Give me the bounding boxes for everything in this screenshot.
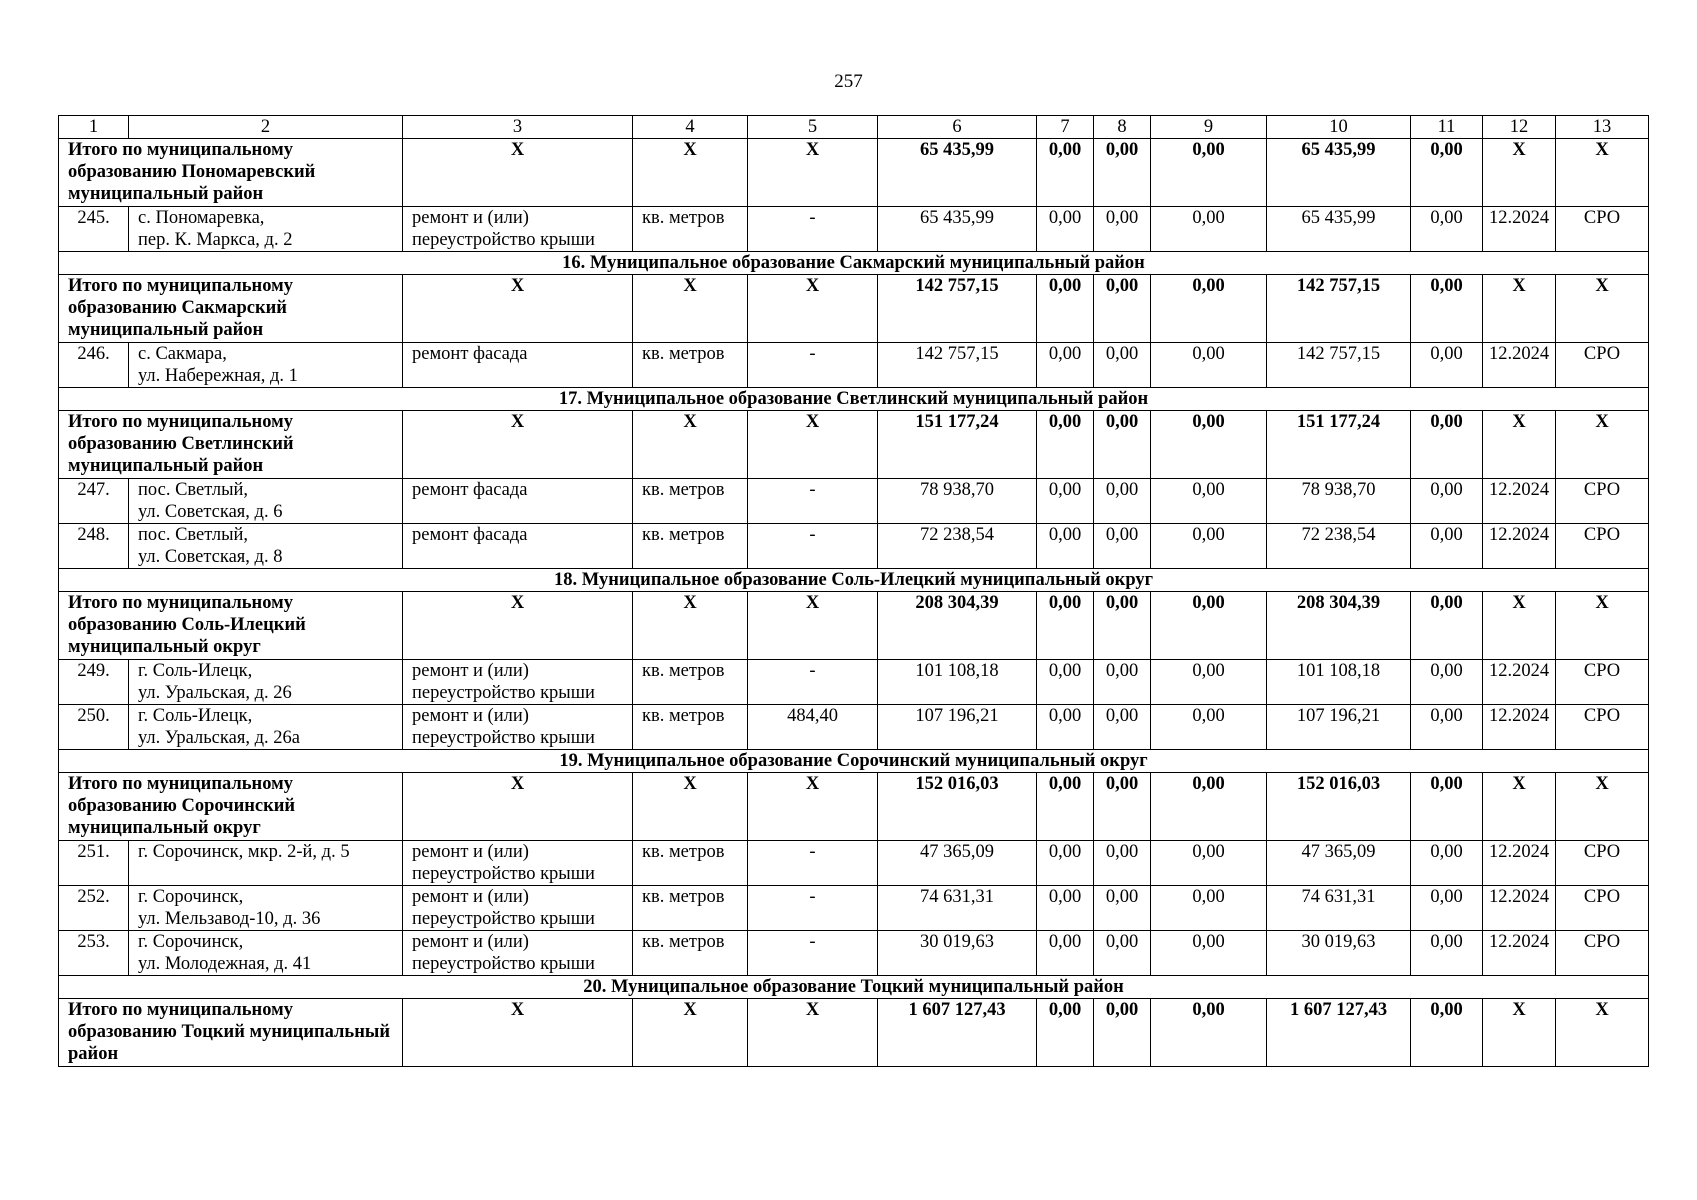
address-cell xyxy=(129,660,403,705)
value-cell: СРО xyxy=(1556,479,1649,524)
subtotal-label: Итого по муниципальному образованию Сорочинский муниципальный округ xyxy=(59,773,403,841)
value-cell: 484,40 xyxy=(748,705,878,750)
value-cell: 0,00 xyxy=(1037,207,1094,252)
value-cell: 47 365,09 xyxy=(878,841,1037,886)
value-cell: 74 631,31 xyxy=(1267,886,1411,931)
section-title: 20. Муниципальное образование Тоцкий муниципальный район xyxy=(59,976,1649,999)
subtotal-cell: X xyxy=(748,275,878,343)
subtotal-label: Итого по муниципальному образованию Светлинский муниципальный район xyxy=(59,411,403,479)
subtotal-label: Итого по муниципальному образованию Пономаревский муниципальный район xyxy=(59,139,403,207)
value-cell: 0,00 xyxy=(1094,931,1151,976)
value-cell: - xyxy=(748,524,878,569)
work-type-cell: ремонт фасада xyxy=(403,479,633,524)
value-cell: 65 435,99 xyxy=(1267,207,1411,252)
value-cell: - xyxy=(748,931,878,976)
subtotal-cell: X xyxy=(633,999,748,1067)
column-number: 13 xyxy=(1556,116,1649,139)
work-type-cell: ремонт и (или) переустройство крыши xyxy=(403,841,633,886)
subtotal-cell: X xyxy=(1556,275,1649,343)
work-type-cell: ремонт и (или) переустройство крыши xyxy=(403,660,633,705)
value-cell: 12.2024 xyxy=(1483,931,1556,976)
work-type-cell: ремонт и (или) переустройство крыши xyxy=(403,886,633,931)
value-cell: 12.2024 xyxy=(1483,343,1556,388)
unit-cell: кв. метров xyxy=(633,841,748,886)
subtotal-cell: 0,00 xyxy=(1411,592,1483,660)
row-number: 247. xyxy=(59,479,129,524)
subtotal-cell: 0,00 xyxy=(1094,999,1151,1067)
value-cell: СРО xyxy=(1556,931,1649,976)
subtotal-cell: X xyxy=(1556,411,1649,479)
subtotal-cell: 152 016,03 xyxy=(1267,773,1411,841)
subtotal-cell: X xyxy=(1483,999,1556,1067)
address-line-1: пос. Светлый, xyxy=(138,480,249,500)
section-title: 19. Муниципальное образование Сорочинский муниципальный округ xyxy=(59,750,1649,773)
value-cell: 0,00 xyxy=(1094,343,1151,388)
value-cell: - xyxy=(748,841,878,886)
value-cell: 12.2024 xyxy=(1483,705,1556,750)
column-number: 5 xyxy=(748,116,878,139)
subtotal-cell: X xyxy=(403,411,633,479)
address-line-2: ул. Уральская, д. 26а xyxy=(138,728,300,748)
value-cell: - xyxy=(748,343,878,388)
subtotal-cell: 0,00 xyxy=(1037,773,1094,841)
address-line-1: с. Пономаревка, xyxy=(138,208,265,228)
subtotal-cell: 0,00 xyxy=(1037,999,1094,1067)
table-row xyxy=(59,660,1649,705)
column-number-row xyxy=(59,116,1649,139)
value-cell: 12.2024 xyxy=(1483,886,1556,931)
address-cell xyxy=(129,705,403,750)
value-cell: 12.2024 xyxy=(1483,207,1556,252)
subtotal-cell: 152 016,03 xyxy=(878,773,1037,841)
value-cell: 0,00 xyxy=(1151,207,1267,252)
value-cell: 0,00 xyxy=(1094,524,1151,569)
subtotal-cell: 0,00 xyxy=(1411,411,1483,479)
value-cell: 0,00 xyxy=(1094,660,1151,705)
subtotal-cell: X xyxy=(403,773,633,841)
address-line-1: г. Соль-Илецк, xyxy=(138,661,253,681)
subtotal-cell: 151 177,24 xyxy=(1267,411,1411,479)
address-line-2: ул. Советская, д. 8 xyxy=(138,547,283,567)
value-cell: СРО xyxy=(1556,886,1649,931)
value-cell: 72 238,54 xyxy=(1267,524,1411,569)
subtotal-cell: X xyxy=(1556,773,1649,841)
subtotal-cell: 142 757,15 xyxy=(1267,275,1411,343)
value-cell: 0,00 xyxy=(1151,343,1267,388)
repair-program-table xyxy=(58,115,1649,1067)
subtotal-cell: 0,00 xyxy=(1094,773,1151,841)
value-cell: 107 196,21 xyxy=(1267,705,1411,750)
value-cell: 0,00 xyxy=(1037,524,1094,569)
subtotal-cell: X xyxy=(1556,999,1649,1067)
value-cell: 78 938,70 xyxy=(1267,479,1411,524)
subtotal-cell: 208 304,39 xyxy=(878,592,1037,660)
subtotal-cell: X xyxy=(748,773,878,841)
subtotal-row xyxy=(59,275,1649,343)
address-line-1: г. Сорочинск, xyxy=(138,887,244,907)
table-row xyxy=(59,886,1649,931)
subtotal-cell: X xyxy=(633,139,748,207)
value-cell: 0,00 xyxy=(1037,660,1094,705)
column-number: 3 xyxy=(403,116,633,139)
subtotal-cell: X xyxy=(1483,411,1556,479)
subtotal-cell: 0,00 xyxy=(1094,592,1151,660)
value-cell: - xyxy=(748,207,878,252)
value-cell: 12.2024 xyxy=(1483,841,1556,886)
page-number: 257 xyxy=(834,71,863,92)
address-cell xyxy=(129,886,403,931)
subtotal-cell: 0,00 xyxy=(1411,139,1483,207)
column-number: 1 xyxy=(59,116,129,139)
subtotal-row xyxy=(59,592,1649,660)
subtotal-cell: 0,00 xyxy=(1037,139,1094,207)
value-cell: 0,00 xyxy=(1151,841,1267,886)
column-number: 10 xyxy=(1267,116,1411,139)
value-cell: СРО xyxy=(1556,660,1649,705)
value-cell: 74 631,31 xyxy=(878,886,1037,931)
value-cell: 0,00 xyxy=(1151,886,1267,931)
subtotal-cell: 0,00 xyxy=(1037,275,1094,343)
value-cell: 0,00 xyxy=(1411,886,1483,931)
table-row xyxy=(59,207,1649,252)
section-title: 18. Муниципальное образование Соль-Илецкий муниципальный округ xyxy=(59,569,1649,592)
value-cell: 101 108,18 xyxy=(878,660,1037,705)
address-line-1: г. Сорочинск, xyxy=(138,932,244,952)
column-number: 8 xyxy=(1094,116,1151,139)
address-line-1: г. Соль-Илецк, xyxy=(138,706,253,726)
subtotal-cell: 0,00 xyxy=(1151,411,1267,479)
section-heading-row xyxy=(59,750,1649,773)
column-number: 2 xyxy=(129,116,403,139)
column-number: 11 xyxy=(1411,116,1483,139)
address-line-2: ул. Советская, д. 6 xyxy=(138,502,283,522)
table-row xyxy=(59,705,1649,750)
subtotal-row xyxy=(59,139,1649,207)
row-number: 253. xyxy=(59,931,129,976)
value-cell: 0,00 xyxy=(1151,479,1267,524)
value-cell: 0,00 xyxy=(1037,479,1094,524)
subtotal-cell: X xyxy=(1556,139,1649,207)
subtotal-cell: 0,00 xyxy=(1151,139,1267,207)
address-line-2: ул. Уральская, д. 26 xyxy=(138,683,292,703)
subtotal-cell: X xyxy=(748,139,878,207)
unit-cell: кв. метров xyxy=(633,931,748,976)
subtotal-cell: 151 177,24 xyxy=(878,411,1037,479)
subtotal-cell: 0,00 xyxy=(1411,999,1483,1067)
unit-cell: кв. метров xyxy=(633,660,748,705)
subtotal-cell: X xyxy=(403,139,633,207)
column-number: 6 xyxy=(878,116,1037,139)
subtotal-cell: 0,00 xyxy=(1151,592,1267,660)
address-line-2: ул. Мельзавод-10, д. 36 xyxy=(138,909,321,929)
subtotal-cell: 0,00 xyxy=(1094,411,1151,479)
subtotal-cell: 142 757,15 xyxy=(878,275,1037,343)
address-cell xyxy=(129,931,403,976)
value-cell: 0,00 xyxy=(1094,207,1151,252)
subtotal-cell: X xyxy=(1483,139,1556,207)
value-cell: - xyxy=(748,479,878,524)
subtotal-row xyxy=(59,411,1649,479)
subtotal-cell: 65 435,99 xyxy=(878,139,1037,207)
row-number: 249. xyxy=(59,660,129,705)
subtotal-cell: X xyxy=(748,592,878,660)
unit-cell: кв. метров xyxy=(633,343,748,388)
table-row xyxy=(59,343,1649,388)
address-line-2: ул. Набережная, д. 1 xyxy=(138,366,298,386)
column-number: 7 xyxy=(1037,116,1094,139)
subtotal-row xyxy=(59,999,1649,1067)
address-line-1: г. Сорочинск, мкр. 2-й, д. 5 xyxy=(138,842,350,862)
value-cell: 0,00 xyxy=(1411,660,1483,705)
section-title: 16. Муниципальное образование Сакмарский муниципальный район xyxy=(59,252,1649,275)
value-cell: 0,00 xyxy=(1411,479,1483,524)
value-cell: 12.2024 xyxy=(1483,660,1556,705)
row-number: 248. xyxy=(59,524,129,569)
value-cell: 72 238,54 xyxy=(878,524,1037,569)
subtotal-cell: 1 607 127,43 xyxy=(1267,999,1411,1067)
work-type-cell: ремонт фасада xyxy=(403,524,633,569)
subtotal-cell: X xyxy=(1483,773,1556,841)
row-number: 252. xyxy=(59,886,129,931)
unit-cell: кв. метров xyxy=(633,886,748,931)
address-cell xyxy=(129,343,403,388)
subtotal-cell: 0,00 xyxy=(1151,773,1267,841)
unit-cell: кв. метров xyxy=(633,479,748,524)
address-cell xyxy=(129,524,403,569)
subtotal-cell: X xyxy=(1556,592,1649,660)
section-heading-row xyxy=(59,976,1649,999)
value-cell: 78 938,70 xyxy=(878,479,1037,524)
subtotal-cell: 0,00 xyxy=(1151,999,1267,1067)
value-cell: 0,00 xyxy=(1094,841,1151,886)
subtotal-label: Итого по муниципальному образованию Тоцкий муниципальный район xyxy=(59,999,403,1067)
value-cell: 30 019,63 xyxy=(1267,931,1411,976)
value-cell: 0,00 xyxy=(1411,343,1483,388)
unit-cell: кв. метров xyxy=(633,524,748,569)
column-number: 12 xyxy=(1483,116,1556,139)
table-row xyxy=(59,479,1649,524)
subtotal-cell: X xyxy=(1483,592,1556,660)
subtotal-cell: X xyxy=(633,592,748,660)
value-cell: 12.2024 xyxy=(1483,479,1556,524)
section-heading-row xyxy=(59,569,1649,592)
subtotal-cell: X xyxy=(403,999,633,1067)
address-line-2: пер. К. Маркса, д. 2 xyxy=(138,230,293,250)
value-cell: 0,00 xyxy=(1037,705,1094,750)
subtotal-label: Итого по муниципальному образованию Соль-Илецкий муниципальный округ xyxy=(59,592,403,660)
subtotal-cell: X xyxy=(633,411,748,479)
subtotal-cell: 208 304,39 xyxy=(1267,592,1411,660)
value-cell: 142 757,15 xyxy=(1267,343,1411,388)
value-cell: 0,00 xyxy=(1151,660,1267,705)
value-cell: 107 196,21 xyxy=(878,705,1037,750)
value-cell: 0,00 xyxy=(1411,931,1483,976)
address-cell xyxy=(129,479,403,524)
subtotal-cell: 65 435,99 xyxy=(1267,139,1411,207)
value-cell: 0,00 xyxy=(1411,524,1483,569)
column-number: 4 xyxy=(633,116,748,139)
subtotal-cell: 0,00 xyxy=(1094,139,1151,207)
value-cell: СРО xyxy=(1556,705,1649,750)
subtotal-cell: 0,00 xyxy=(1411,275,1483,343)
subtotal-cell: X xyxy=(403,275,633,343)
table-row xyxy=(59,524,1649,569)
value-cell: 12.2024 xyxy=(1483,524,1556,569)
row-number: 246. xyxy=(59,343,129,388)
row-number: 245. xyxy=(59,207,129,252)
value-cell: СРО xyxy=(1556,524,1649,569)
work-type-cell: ремонт фасада xyxy=(403,343,633,388)
subtotal-cell: 0,00 xyxy=(1037,411,1094,479)
unit-cell: кв. метров xyxy=(633,705,748,750)
value-cell: - xyxy=(748,886,878,931)
section-title: 17. Муниципальное образование Светлинский муниципальный район xyxy=(59,388,1649,411)
value-cell: 0,00 xyxy=(1411,705,1483,750)
value-cell: 101 108,18 xyxy=(1267,660,1411,705)
work-type-cell: ремонт и (или) переустройство крыши xyxy=(403,207,633,252)
value-cell: 0,00 xyxy=(1094,479,1151,524)
value-cell: СРО xyxy=(1556,207,1649,252)
work-type-cell: ремонт и (или) переустройство крыши xyxy=(403,705,633,750)
subtotal-cell: X xyxy=(633,275,748,343)
subtotal-cell: X xyxy=(1483,275,1556,343)
value-cell: 0,00 xyxy=(1094,886,1151,931)
value-cell: 0,00 xyxy=(1037,343,1094,388)
subtotal-cell: X xyxy=(748,999,878,1067)
value-cell: СРО xyxy=(1556,841,1649,886)
address-cell xyxy=(129,207,403,252)
unit-cell: кв. метров xyxy=(633,207,748,252)
value-cell: СРО xyxy=(1556,343,1649,388)
address-line-2: ул. Молодежная, д. 41 xyxy=(138,954,312,974)
subtotal-cell: X xyxy=(748,411,878,479)
subtotal-cell: X xyxy=(633,773,748,841)
work-type-cell: ремонт и (или) переустройство крыши xyxy=(403,931,633,976)
value-cell: 30 019,63 xyxy=(878,931,1037,976)
value-cell: 0,00 xyxy=(1151,931,1267,976)
subtotal-cell: 0,00 xyxy=(1151,275,1267,343)
row-number: 250. xyxy=(59,705,129,750)
value-cell: 65 435,99 xyxy=(878,207,1037,252)
table-row xyxy=(59,841,1649,886)
address-line-1: с. Сакмара, xyxy=(138,344,227,364)
column-number: 9 xyxy=(1151,116,1267,139)
subtotal-label: Итого по муниципальному образованию Сакмарский муниципальный район xyxy=(59,275,403,343)
subtotal-cell: 0,00 xyxy=(1411,773,1483,841)
subtotal-cell: X xyxy=(403,592,633,660)
value-cell: 0,00 xyxy=(1411,207,1483,252)
section-heading-row xyxy=(59,388,1649,411)
subtotal-cell: 1 607 127,43 xyxy=(878,999,1037,1067)
address-cell xyxy=(129,841,403,886)
row-number: 251. xyxy=(59,841,129,886)
value-cell: 0,00 xyxy=(1037,841,1094,886)
subtotal-cell: 0,00 xyxy=(1094,275,1151,343)
value-cell: - xyxy=(748,660,878,705)
value-cell: 0,00 xyxy=(1151,524,1267,569)
value-cell: 0,00 xyxy=(1151,705,1267,750)
value-cell: 0,00 xyxy=(1037,886,1094,931)
value-cell: 47 365,09 xyxy=(1267,841,1411,886)
table-row xyxy=(59,931,1649,976)
section-heading-row xyxy=(59,252,1649,275)
address-line-1: пос. Светлый, xyxy=(138,525,249,545)
subtotal-row xyxy=(59,773,1649,841)
value-cell: 0,00 xyxy=(1094,705,1151,750)
value-cell: 0,00 xyxy=(1037,931,1094,976)
subtotal-cell: 0,00 xyxy=(1037,592,1094,660)
value-cell: 0,00 xyxy=(1411,841,1483,886)
value-cell: 142 757,15 xyxy=(878,343,1037,388)
